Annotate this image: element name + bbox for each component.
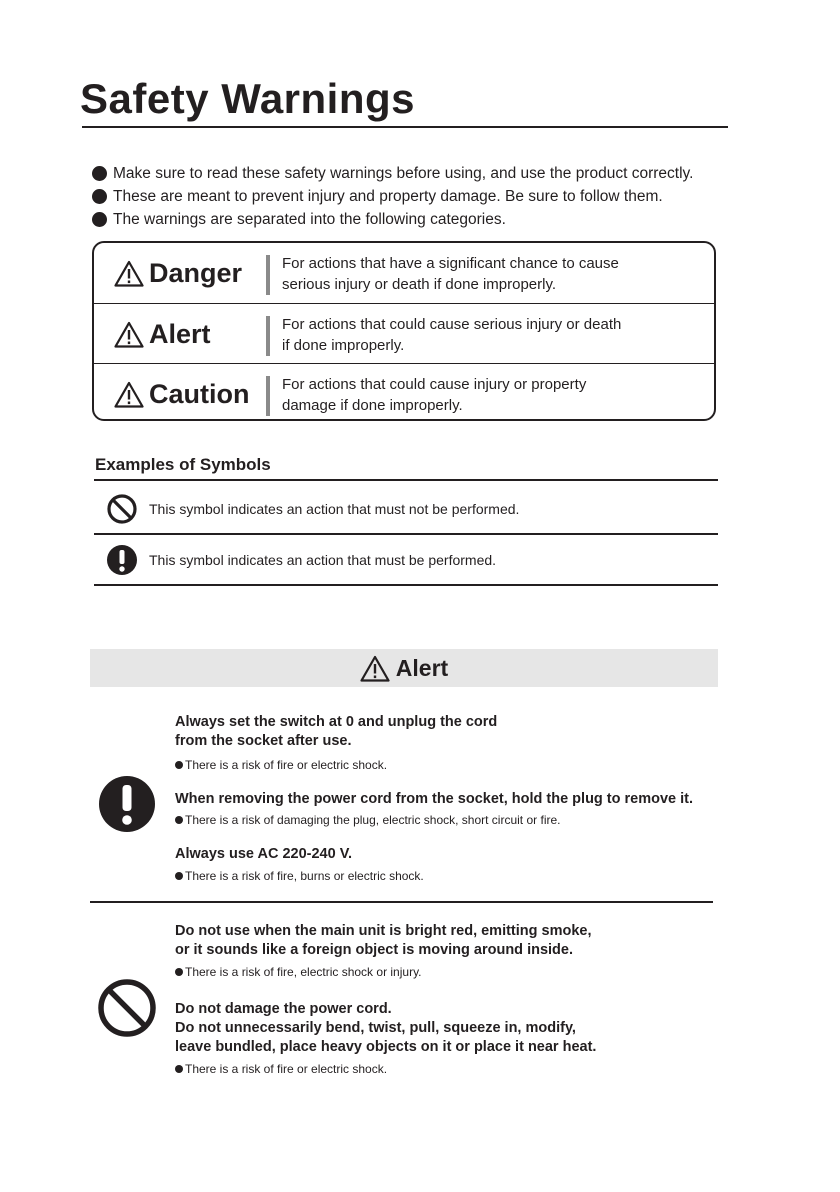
alert-section-title: Alert: [395, 654, 449, 681]
warning-heading-line: Do not use when the main unit is bright red, emitting smoke,: [175, 923, 592, 939]
mandatory-action-icon: [98, 775, 156, 833]
warning-heading: [175, 922, 592, 960]
symbol-description: This symbol indicates an action that must not be performed.: [149, 501, 520, 517]
warning-note: [175, 757, 387, 773]
intro-item: [92, 162, 732, 185]
prohibition-icon: [106, 493, 138, 525]
intro-item-text: These are meant to prevent injury and property damage. Be sure to follow them.: [113, 188, 663, 205]
warning-triangle-icon: [360, 655, 390, 682]
category-name: Caution: [149, 378, 250, 409]
alert-section-header: [90, 649, 718, 687]
warning-note-text: There is a risk of fire or electric shock.: [185, 758, 388, 772]
intro-item-text: The warnings are separated into the following categories.: [113, 211, 506, 228]
category-divider: [266, 376, 270, 416]
category-label-alert: [114, 316, 211, 352]
warning-note-text: There is a risk of damaging the plug, electric shock, short circuit or fire.: [185, 813, 561, 827]
intro-item: [92, 208, 732, 231]
mandatory-action-icon: [106, 544, 138, 576]
intro-item-text: Make sure to read these safety warnings before using, and use the product correctly.: [113, 165, 694, 182]
bullet-icon: [92, 189, 107, 204]
prohibition-icon: [97, 978, 157, 1038]
category-description: [282, 314, 621, 356]
symbol-description: This symbol indicates an action that must be performed.: [149, 552, 497, 568]
bullet-icon: [92, 212, 107, 227]
warning-note-text: There is a risk of fire or electric shock.: [185, 1062, 388, 1076]
category-row-danger: [94, 243, 714, 303]
warning-note-text: There is a risk of fire, burns or electric shock.: [185, 869, 424, 883]
warning-heading-line: Do not damage the power cord.: [175, 1001, 392, 1017]
bullet-icon: [175, 1065, 183, 1073]
category-description: [282, 374, 586, 416]
category-description-line: damage if done improperly.: [282, 397, 463, 414]
intro-list: [92, 162, 732, 231]
warning-heading-line: or it sounds like a foreign object is moving around inside.: [175, 942, 573, 958]
category-label-danger: [114, 255, 242, 291]
symbol-row-mandatory: [106, 545, 496, 575]
category-row-alert: [94, 303, 714, 364]
warning-heading-line: Do not unnecessarily bend, twist, pull, squeeze in, modify,: [175, 1020, 576, 1036]
page-title: Safety Warnings: [80, 75, 416, 122]
intro-item: [92, 185, 732, 208]
category-description-line: For actions that could cause injury or property: [282, 376, 587, 393]
title-divider: [82, 126, 728, 128]
category-row-caution: [94, 363, 714, 421]
category-name: Alert: [149, 318, 211, 349]
category-name: Danger: [149, 257, 243, 288]
category-description-line: For actions that could cause serious injury or death: [282, 316, 622, 333]
warning-heading-line: Always use AC 220-240 V.: [175, 846, 353, 862]
symbol-row-prohibited: [106, 494, 519, 524]
warning-heading: [175, 845, 352, 864]
warning-note: [175, 964, 422, 980]
bullet-icon: [175, 872, 183, 880]
warning-triangle-icon: [114, 260, 144, 287]
warning-note: [175, 1061, 387, 1077]
warning-note: [175, 868, 424, 884]
category-description: [282, 253, 619, 295]
bullet-icon: [175, 761, 183, 769]
warning-heading: [175, 790, 693, 809]
warning-heading-line: leave bundled, place heavy objects on it or place it near heat.: [175, 1039, 597, 1055]
symbols-heading: Examples of Symbols: [95, 455, 271, 474]
category-divider: [266, 255, 270, 295]
warning-note: [175, 812, 561, 828]
category-description-line: serious injury or death if done improperly.: [282, 276, 557, 293]
warning-heading-line: Always set the switch at 0 and unplug the cord: [175, 714, 498, 730]
symbols-divider: [94, 479, 718, 481]
warning-note-text: There is a risk of fire, electric shock or injury.: [185, 965, 422, 979]
category-description-line: if done improperly.: [282, 337, 405, 354]
symbols-divider: [94, 584, 718, 586]
warning-heading: [175, 1000, 596, 1057]
warning-categories-box: [92, 241, 716, 421]
warning-heading-line: When removing the power cord from the socket, hold the plug to remove it.: [175, 791, 694, 807]
category-label-caution: [114, 376, 250, 412]
warning-triangle-icon: [114, 381, 144, 408]
warning-triangle-icon: [114, 321, 144, 348]
category-description-line: For actions that have a significant chance to cause: [282, 255, 619, 272]
category-divider: [266, 316, 270, 356]
bullet-icon: [175, 816, 183, 824]
symbols-divider: [94, 533, 718, 535]
warning-heading-line: from the socket after use.: [175, 733, 352, 749]
bullet-icon: [92, 166, 107, 181]
warning-heading: [175, 713, 497, 751]
bullet-icon: [175, 968, 183, 976]
section-divider: [90, 901, 713, 903]
